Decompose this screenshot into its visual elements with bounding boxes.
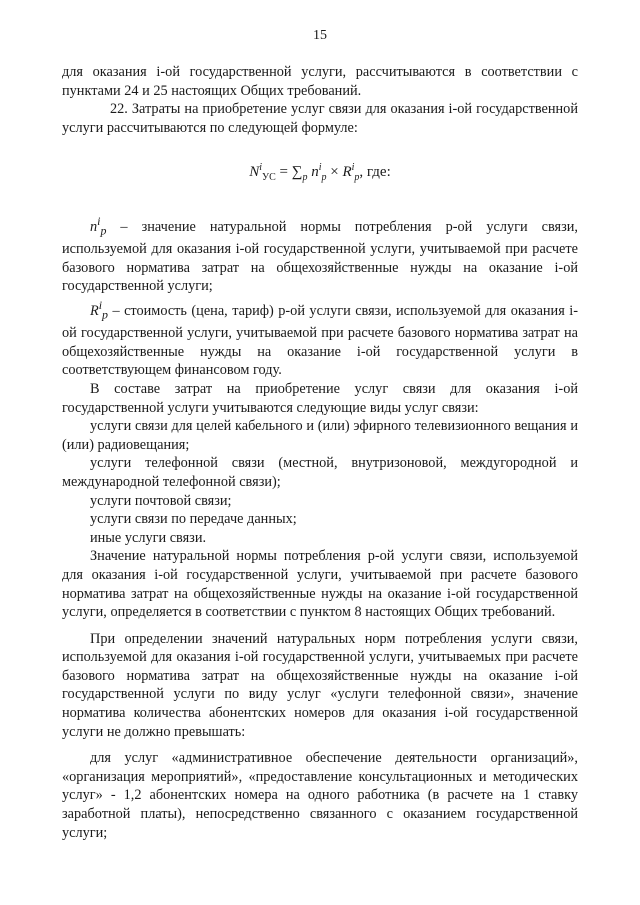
page-number: 15 <box>313 28 327 43</box>
admin-paragraph: для услуг «административное обеспечение деятельности организаций», «организация мероприятий», «предоставление консультационных и методических услуг» - 1,2 абонентских номера на одного работника (в расчете на 1 ставку заработной платы), непосредственно связанного с оказанием государственной услуги; <box>62 750 578 841</box>
formula-r-sup: i <box>351 162 355 174</box>
formula-lhs-sub: УС <box>262 172 276 184</box>
limit-paragraph: При определении значений натуральных норм потребления услуги связи, используемой для оказания i-ой государственной услуги, учитываемых при расчете базового норматива затрат на общехозяйственные нужды на оказание i-ой государственной услуги по виду услуг «услуги телефонной связи», значение норматива количества абонентских номеров для оказания i-ой государственной услуги не должно превышать: <box>62 630 578 740</box>
paragraph-continuation: для оказания i-ой государственной услуги, рассчитываются в соответствии с пунктами 24 и 25 настоящих Общих требований. <box>62 64 578 99</box>
definition-n-var: n <box>90 218 98 235</box>
formula-r-sub: p <box>354 172 360 184</box>
formula-sum: = ∑ <box>275 164 303 181</box>
document-body <box>62 63 578 842</box>
formula-tail: , где: <box>359 164 391 181</box>
service-item-other: иные услуги связи. <box>90 529 207 546</box>
definition-n <box>62 212 578 296</box>
service-item-postal: услуги почтовой связи; <box>90 492 232 509</box>
formula-n-sub: p <box>321 172 327 184</box>
definition-n-text: – значение натуральной нормы потребления p-ой услуги связи, используемой для оказания i-ой государственной услуги, учитываемой при расчете базового норматива затрат на общехозяйственные нужды на оказание i-ой государственной услуги; <box>62 218 578 295</box>
formula-times: × <box>326 164 343 181</box>
norm-paragraph: Значение натуральной нормы потребления p-ой услуги связи, используемой для оказания i-ой государственной услуги, учитываемой при расчете базового норматива затрат на общехозяйственные нужды на оказание i-ой государственной услуги, определяется в соответствии с пунктом 8 настоящих Общих требований. <box>62 548 578 621</box>
definition-r <box>62 296 578 380</box>
formula-n: n <box>311 164 319 181</box>
definition-n-sup: i <box>97 213 101 228</box>
formula-lhs-sup: i <box>259 162 263 174</box>
paragraph-item-22: 22. Затраты на приобретение услуг связи для оказания i-ой государственной услуги рассчитываются по следующей формуле: <box>62 101 578 136</box>
formula-sum-sub: p <box>302 172 308 184</box>
definition-r-var: R <box>90 302 99 319</box>
service-item-data: услуги связи по передаче данных; <box>90 511 297 528</box>
definition-r-sub: p <box>102 307 108 322</box>
formula <box>62 159 578 188</box>
definition-r-text: – стоимость (цена, тариф) p-ой услуги связи, используемой для оказания i-ой государственной услуги, учитываемой при расчете базового норматива затрат на общехозяйственные нужды на оказание i-ой государственной услуги в соответствующем финансовом году. <box>62 302 578 379</box>
definition-n-sub: p <box>100 223 107 238</box>
definition-r-sup: i <box>98 297 103 312</box>
service-item-tv: услуги связи для целей кабельного и (или) эфирного телевизионного вещания и (или) радиовещания; <box>62 418 578 453</box>
formula-lhs: N <box>249 164 260 181</box>
service-item-phone: услуги телефонной связи (местной, внутризоновой, междугородной и международной телефонной связи); <box>62 455 578 490</box>
formula-n-sup: i <box>318 162 322 174</box>
formula-r: R <box>342 164 352 181</box>
composition-intro: В составе затрат на приобретение услуг связи для оказания i-ой государственной услуги учитываются следующие виды услуг связи: <box>62 380 578 416</box>
